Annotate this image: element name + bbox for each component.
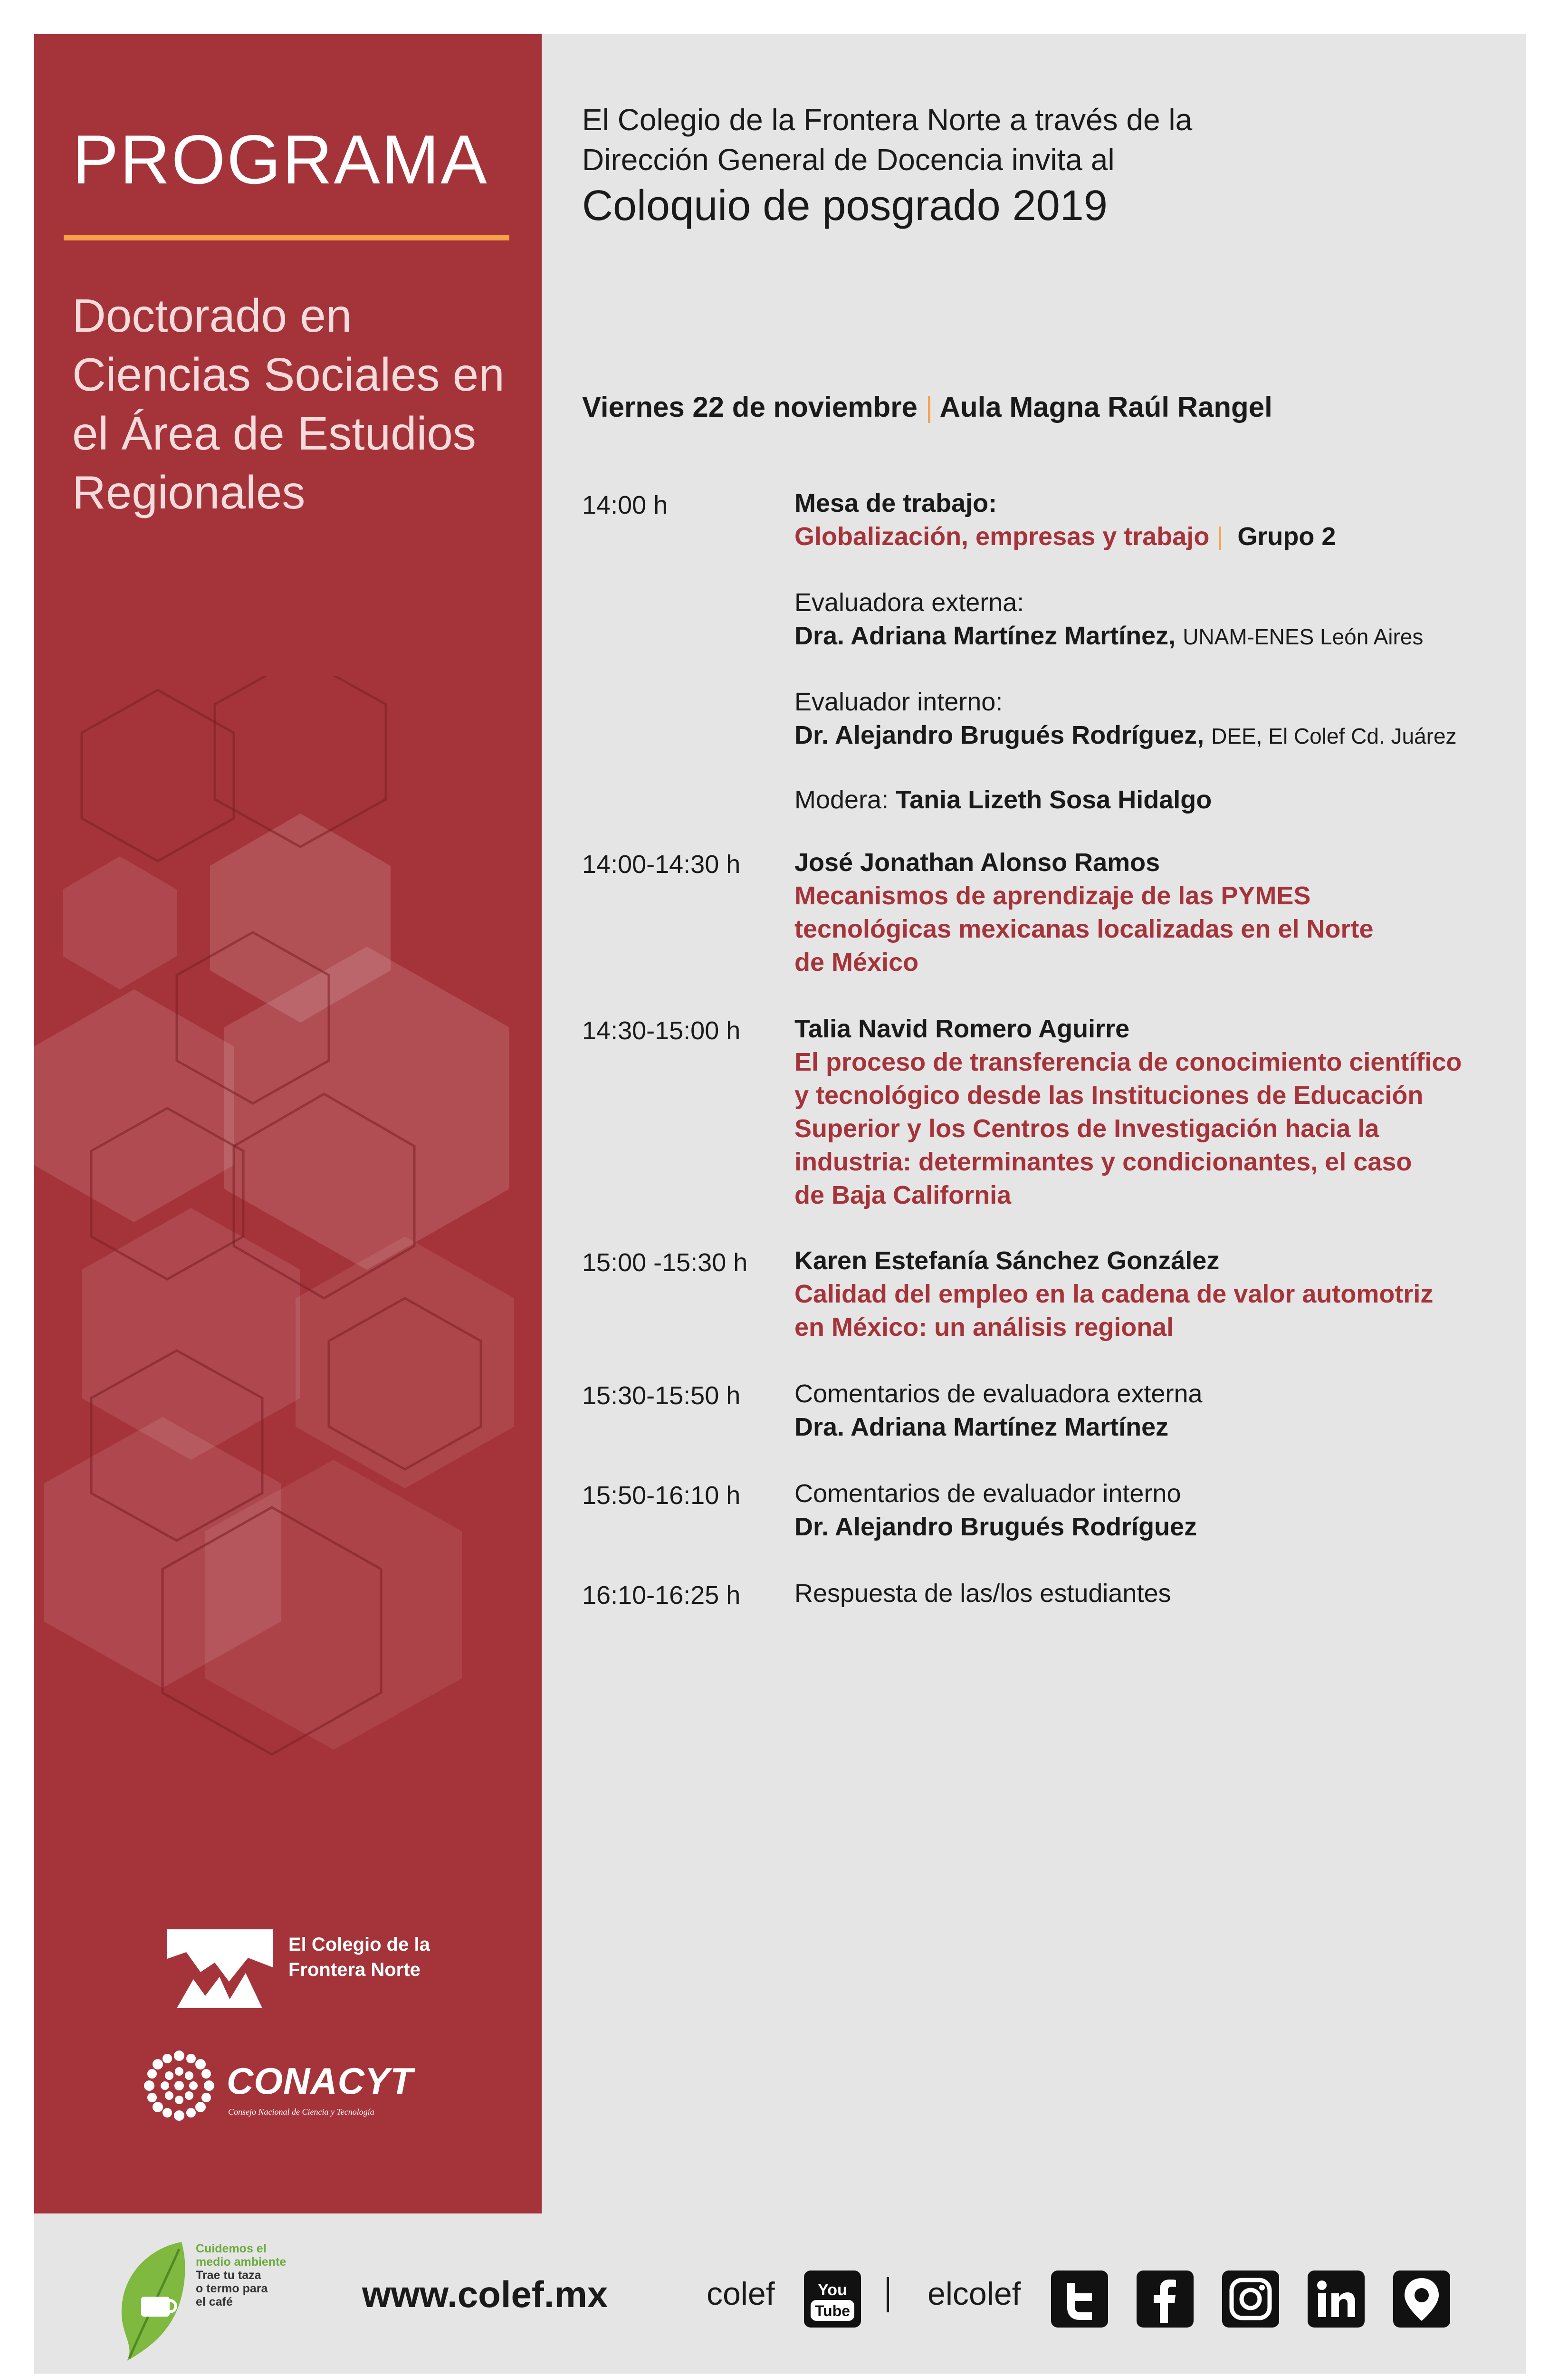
- evaluator-name: Dra. Adriana Martínez Martínez,: [794, 622, 1176, 650]
- colef-mountain-icon: [167, 1929, 273, 2008]
- program-heading: PROGRAMA: [72, 121, 488, 198]
- eco-line: Cuidemos el: [196, 2242, 267, 2255]
- facebook-icon[interactable]: [1137, 2271, 1194, 2328]
- comments-external: [794, 1377, 1203, 1444]
- program-name: Doctorado en Ciencias Sociales en el Área de Estudios Regionales: [72, 289, 505, 518]
- comments-label: Comentarios de evaluadora externa: [794, 1380, 1203, 1408]
- comments-internal: [794, 1477, 1197, 1543]
- event-venue: Aula Magna Raúl Rangel: [939, 391, 1272, 423]
- session-time: 15:50-16:10 h: [582, 1481, 741, 1510]
- eco-line: o termo para: [196, 2282, 268, 2295]
- separator: |: [925, 391, 933, 423]
- heading-underline: [64, 235, 509, 240]
- colef-name: El Colegio de la Frontera Norte: [288, 1934, 430, 1980]
- student-response: [794, 1577, 1171, 1610]
- response-label: Respuesta de las/los estudiantes: [794, 1579, 1171, 1608]
- conacyt-name: CONACYT: [227, 2060, 413, 2102]
- date-location: [582, 391, 1272, 423]
- presenter-name: José Jonathan Alonso Ramos: [794, 848, 1160, 877]
- sidebar: [34, 34, 542, 2213]
- svg-text:You: You: [818, 2281, 847, 2299]
- divider: [887, 2277, 889, 2312]
- eco-line: el café: [196, 2295, 233, 2309]
- evaluator-label: Evaluadora externa:: [794, 588, 1024, 617]
- moderator-label: Modera:: [794, 786, 889, 814]
- presentation-title-line: Superior y los Centros de Investigación hacia la: [794, 1114, 1379, 1143]
- comments-label: Comentarios de evaluador interno: [794, 1479, 1181, 1508]
- twitter-icon[interactable]: [1051, 2271, 1108, 2328]
- presentation-title-line: de México: [794, 948, 919, 977]
- session-time: 14:00 h: [582, 491, 668, 519]
- conacyt-subtitle: Consejo Nacional de Ciencia y Tecnología: [228, 2107, 374, 2117]
- session-time: 15:30-15:50 h: [582, 1381, 741, 1410]
- moderator-name: Tania Lizeth Sosa Hidalgo: [896, 786, 1212, 814]
- svg-text:Tube: Tube: [814, 2302, 851, 2319]
- linkedin-icon[interactable]: [1308, 2271, 1365, 2328]
- session-time: 16:10-16:25 h: [582, 1581, 741, 1610]
- instagram-icon[interactable]: [1222, 2271, 1279, 2328]
- invitation-line: El Colegio de la Frontera Norte a través de la: [582, 103, 1193, 137]
- eco-line: medio ambiente: [196, 2255, 287, 2269]
- external-evaluator: [794, 586, 1423, 653]
- internal-evaluator: [794, 685, 1457, 753]
- invitation-line: Dirección General de Docencia invita al: [582, 143, 1115, 177]
- youtube-icon[interactable]: [804, 2271, 861, 2328]
- session-label: Mesa de trabajo:: [794, 489, 997, 517]
- presentation-title-line: y tecnológico desde las Instituciones de Educación: [794, 1081, 1424, 1110]
- colef-logo: [167, 1929, 433, 2010]
- hexagon-pattern: [34, 676, 542, 1864]
- conacyt-emblem-icon: [139, 2045, 220, 2126]
- evaluator-name: Dr. Alejandro Brugués Rodríguez: [794, 1513, 1197, 1541]
- eco-message: [196, 2242, 286, 2309]
- event-title: Coloquio de posgrado 2019: [582, 182, 1108, 230]
- presentation-title-line: El proceso de transferencia de conocimiento científico: [794, 1048, 1462, 1076]
- moderator: [794, 783, 1212, 816]
- footer: [34, 2213, 1526, 2374]
- session-time: 14:30-15:00 h: [582, 1016, 741, 1045]
- presentation-title-line: de Baja California: [794, 1181, 1012, 1209]
- presentation-title-line: industria: determinantes y condicionantes, el caso: [794, 1148, 1412, 1176]
- session-topic: Globalización, empresas y trabajo: [794, 522, 1210, 551]
- presentation-title-line: tecnológicas mexicanas localizadas en el Norte: [794, 915, 1374, 943]
- social-handle: elcolef: [927, 2276, 1021, 2312]
- leaf-cup-icon: [115, 2240, 191, 2363]
- separator: |: [1216, 522, 1224, 551]
- conacyt-logo: [139, 2045, 433, 2136]
- presentation: [794, 1244, 1433, 1344]
- eco-line: Trae tu taza: [196, 2269, 261, 2282]
- evaluator-label: Evaluador interno:: [794, 688, 1003, 716]
- session-time: 15:00 -15:30 h: [582, 1248, 748, 1277]
- event-date: Viernes 22 de noviembre: [582, 391, 918, 423]
- presentation-title-line: Calidad del empleo en la cadena de valor automotriz: [794, 1280, 1434, 1308]
- presentation: [794, 1012, 1462, 1212]
- invitation-text: [582, 100, 1192, 180]
- periscope-icon[interactable]: [1393, 2271, 1450, 2328]
- session-time: 14:00-14:30 h: [582, 850, 741, 879]
- presenter-name: Talia Navid Romero Aguirre: [794, 1015, 1130, 1043]
- presentation: [794, 846, 1374, 979]
- session-group: Grupo 2: [1237, 522, 1336, 551]
- evaluator-name: Dr. Alejandro Brugués Rodríguez,: [794, 721, 1205, 749]
- session-topic-line: [794, 520, 1336, 553]
- evaluator-name: Dra. Adriana Martínez Martínez: [794, 1413, 1169, 1441]
- website-link[interactable]: www.colef.mx: [362, 2273, 608, 2315]
- evaluator-affiliation: DEE, El Colef Cd. Juárez: [1211, 724, 1457, 748]
- presenter-name: Karen Estefanía Sánchez González: [794, 1246, 1220, 1275]
- session-worktable: [794, 487, 1336, 553]
- youtube-handle: colef: [707, 2276, 775, 2312]
- presentation-title-line: Mecanismos de aprendizaje de las PYMES: [794, 881, 1311, 910]
- evaluator-affiliation: UNAM-ENES León Aires: [1183, 624, 1424, 649]
- presentation-title-line: en México: un análisis regional: [794, 1313, 1174, 1341]
